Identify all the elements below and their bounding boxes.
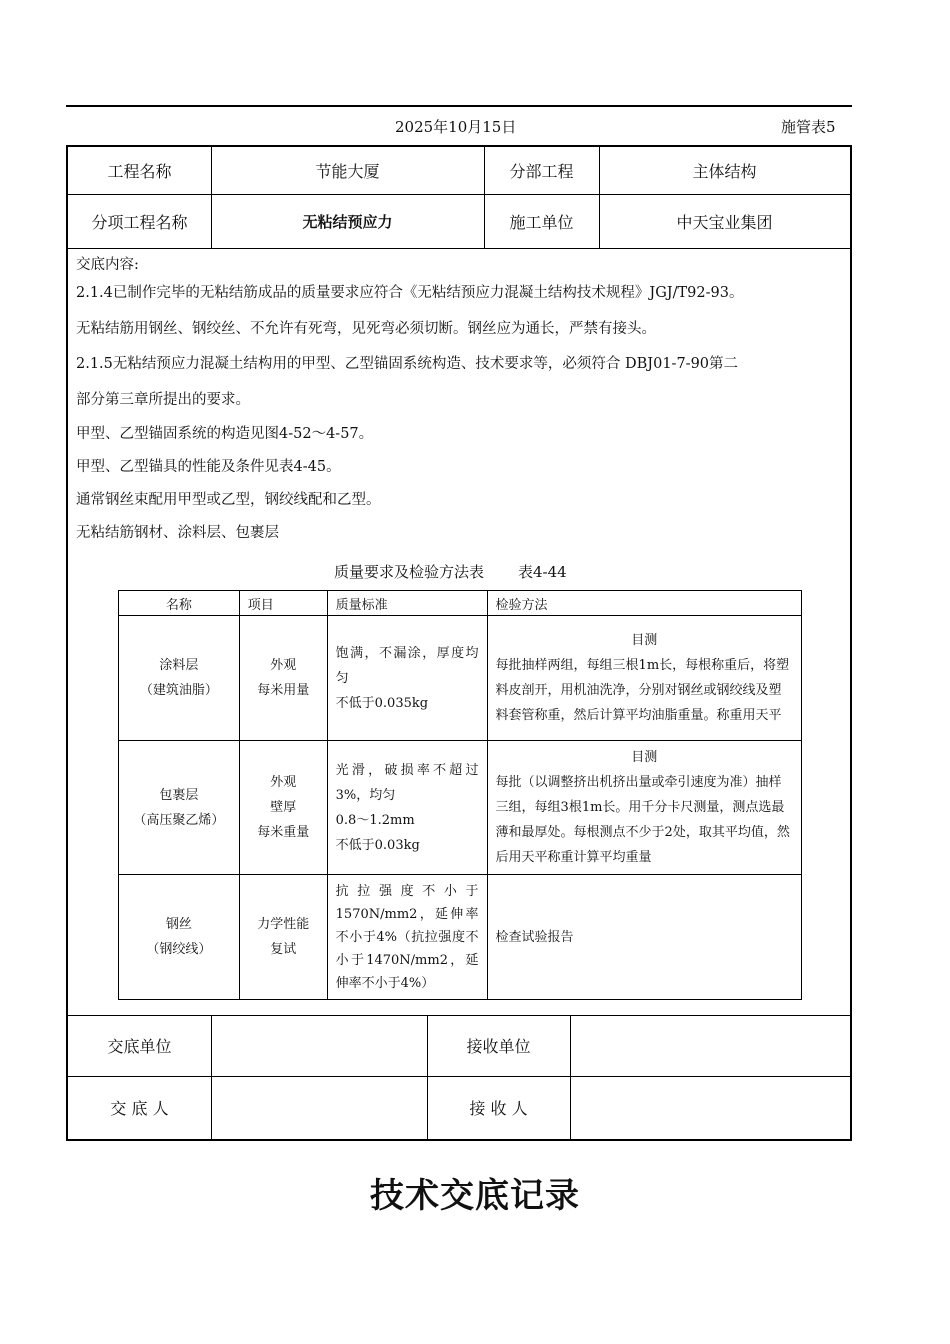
header-name: 名称	[119, 591, 240, 616]
row-standard-cell: 抗拉强度不小于1570N/mm2，延伸率不小于4%（抗拉强度不小于1470N/mm2，延伸率不小于4%）	[327, 875, 487, 1000]
header-item: 项目	[239, 591, 327, 616]
row-item-cell: 外观 壁厚 每米重量	[239, 741, 327, 875]
content-line: 通常钢丝束配用甲型或乙型，钢绞线配和乙型。	[76, 492, 381, 508]
row-item-cell: 外观 每米用量	[239, 616, 327, 741]
row-name-cell: 涂料层 （建筑油脂）	[119, 616, 240, 741]
record-date: 2025年10月15日	[395, 118, 517, 136]
content-line: 无粘结筋用钢丝、钢绞丝、不允许有死弯，见死弯必须切断。钢丝应为通长，严禁有接头。	[76, 321, 656, 337]
issuer-unit-label: 交底单位	[107, 1037, 172, 1056]
row-method-cell: 目测 每批（以调整挤出机挤出量或牵引速度为准）抽样三组，每组3根1m长。用千分卡尺测量，测点选最薄和最厚处。每根测点不少于2处，取其平均值，然后用天平称重计算平均重量	[487, 741, 801, 875]
content-line: 无粘结筋钢材、涂料层、包裹层	[76, 525, 279, 541]
table-row	[119, 616, 802, 741]
disclosure-content	[76, 255, 846, 550]
row-divider	[68, 248, 850, 249]
content-heading: 交底内容:	[76, 257, 139, 273]
content-line: 甲型、乙型锚固系统的构造见图4-52～4-57。	[76, 426, 374, 442]
table-header-row	[119, 591, 802, 616]
record-form	[66, 145, 852, 1141]
row-method-cell: 检查试验报告	[487, 875, 801, 1000]
header-method: 检验方法	[487, 591, 801, 616]
row-name-cell: 包裹层 （高压聚乙烯）	[119, 741, 240, 875]
division-label: 分部工程	[509, 162, 574, 181]
subitem-label: 分项工程名称	[91, 212, 188, 232]
division-value: 主体结构	[692, 162, 757, 181]
content-line: 2.1.4已制作完毕的无粘结筋成品的质量要求应符合《无粘结预应力混凝土结构技术规程》JGJ/T92-93。	[76, 285, 744, 301]
form-number: 施管表5	[781, 118, 836, 136]
project-name-label: 工程名称	[107, 162, 172, 181]
content-line: 2.1.5无粘结预应力混凝土结构用的甲型、乙型锚固系统构造、技术要求等，必须符合 DBJ01-7-90第二	[76, 356, 739, 372]
row-name-cell: 钢丝 （钢绞线）	[119, 875, 240, 1000]
row-item-cell: 力学性能 复试	[239, 875, 327, 1000]
content-line: 甲型、乙型锚具的性能及条件见表4-45。	[76, 459, 341, 475]
receiver-unit-value	[570, 1015, 850, 1076]
table-row	[119, 741, 802, 875]
quality-table	[118, 590, 802, 1000]
header-rule	[66, 105, 852, 107]
quality-table-caption	[334, 561, 567, 582]
issuer-person-label: 交 底 人	[110, 1099, 169, 1118]
content-line: 部分第三章所提出的要求。	[76, 392, 250, 408]
issuer-person-value	[211, 1076, 427, 1139]
receiver-person-value	[570, 1076, 850, 1139]
receiver-unit-label: 接收单位	[466, 1037, 531, 1056]
header-standard: 质量标准	[327, 591, 487, 616]
row-method-cell: 目测 每批抽样两组，每组三根1m长，每根称重后，将塑料皮剖开，用机油洗净，分别对钢丝或钢绞线及塑料套管称重，然后计算平均油脂重量。称重用天平	[487, 616, 801, 741]
receiver-person-label: 接 收 人	[469, 1099, 528, 1118]
contractor-value: 中天宝业集团	[676, 212, 773, 232]
subitem-value: 无粘结预应力	[302, 212, 393, 231]
quality-table-number: 表4-44	[518, 563, 567, 581]
contractor-label: 施工单位	[509, 212, 574, 232]
table-row	[119, 875, 802, 1000]
issuer-unit-value	[211, 1015, 427, 1076]
row-standard-cell: 光滑，破损率不超过3%，均匀 0.8～1.2mm 不低于0.03kg	[327, 741, 487, 875]
row-standard-cell: 饱满，不漏涂，厚度均匀 不低于0.035kg	[327, 616, 487, 741]
project-name-value: 节能大厦	[315, 162, 380, 181]
quality-table-title: 质量要求及检验方法表	[334, 563, 485, 581]
document-title: 技术交底记录	[370, 1176, 580, 1216]
